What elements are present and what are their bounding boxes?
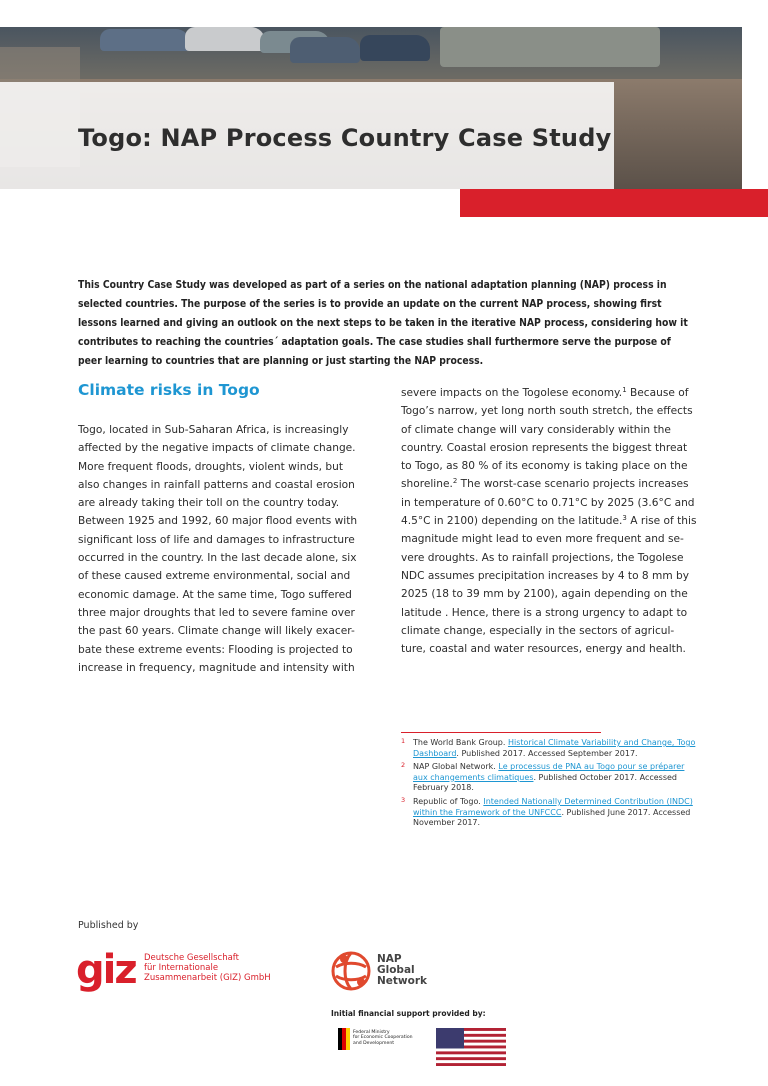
footnote-ref[interactable]: 1 xyxy=(622,386,627,394)
body-line: Togo’s narrow, yet long north south stretch, the effects xyxy=(401,405,693,418)
footnote-link[interactable]: Historical Climate Variability and Change, Togo Dashboard xyxy=(413,738,696,758)
body-line: shoreline.$^2$ The worst-case scenario projects increases xyxy=(401,477,689,491)
footnote: 2 NAP Global Network. Le processus de PNA au Togo pour se préparer aux changements climatiques. Published October 2017. Accessed February 2018. xyxy=(401,761,685,793)
footnote-divider xyxy=(401,732,601,733)
giz-logo: giz xyxy=(76,947,136,993)
body-line: severe impacts on the Togolese economy.$^1$ Because of xyxy=(401,386,689,399)
body-column-right xyxy=(401,384,697,658)
published-by-label: Published by xyxy=(78,920,139,931)
body-line: in temperature of 0.60°C to 0.71°C by 2025 (3.6°C and xyxy=(401,496,695,509)
body-line: three major droughts that led to severe famine over xyxy=(78,606,355,619)
body-line: NDC assumes precipitation increases by 4 to 8 mm by xyxy=(401,569,690,582)
section-heading: Climate risks in Togo xyxy=(78,381,260,399)
body-line: More frequent floods, droughts, violent winds, but xyxy=(78,460,343,473)
support-label: Initial financial support provided by: xyxy=(331,1009,486,1018)
accent-bar xyxy=(460,189,768,217)
intro-paragraph: This Country Case Study was developed as part of a series on the national adaptation planning (NAP) process in selected countries. The purpose of the series is to provide an update on the current NAP process, showing first lessons learned and giving an outlook on the next steps to be taken in the iterative NAP process, considering how it contributes to reaching the countries´ adaptation goals. The case studies shall furthermore serve the purpose of peer learning to countries that are planning or just starting the NAP process. xyxy=(78,279,688,367)
footnote-link[interactable]: Le processus de PNA au Togo pour se préparer aux changements climatiques xyxy=(413,762,685,782)
body-line: Togo, located in Sub-Saharan Africa, is increasingly xyxy=(78,424,349,436)
body-line: vere droughts. As to rainfall projections, the Togolese xyxy=(401,551,684,564)
body-line: country. Coastal erosion represents the biggest threat xyxy=(401,441,688,454)
body-line: significant loss of life and damages to infrastructure xyxy=(78,533,355,546)
us-flag-icon xyxy=(436,1028,506,1066)
body-line: latitude . Hence, there is a strong urgency to adapt to xyxy=(401,606,688,619)
nap-name: NAP Global Network xyxy=(377,953,428,987)
page-title: Togo: NAP Process Country Case Study xyxy=(78,124,612,152)
footnote-link[interactable]: Intended Nationally Determined Contribution (INDC) within the Framework of the UNFCCC xyxy=(413,796,693,817)
body-line: to Togo, as 80 % of its economy is taking place on the xyxy=(401,460,688,473)
nap-globe-icon xyxy=(330,950,372,992)
body-line: Between 1925 and 1992, 60 major flood events with xyxy=(78,515,358,528)
body-line: climate change, especially in the sectors of agricul- xyxy=(401,624,675,637)
body-line: magnitude might lead to even more frequent and se- xyxy=(401,533,684,546)
bmz-name: Federal Ministry for Economic Cooperation and Development xyxy=(353,1030,413,1046)
footnote: 1 The World Bank Group. Historical Climate Variability and Change, Togo Dashboard. Published 2017. Accessed September 2017. xyxy=(401,737,696,758)
body-line: are already taking their toll on the country today. xyxy=(78,497,340,510)
body-line: of climate change will vary considerably within the xyxy=(401,423,671,436)
body-line: ture, coastal and water resources, energy and health. xyxy=(401,643,686,656)
footnote-ref[interactable]: 2 xyxy=(452,477,458,486)
body-line: increase in frequency, magnitude and intensity with xyxy=(78,661,355,674)
footnote-ref[interactable]: 3 xyxy=(622,514,627,523)
body-line: bate these extreme events: Flooding is projected to xyxy=(78,643,353,656)
body-line: of these caused extreme environmental, social and xyxy=(78,570,351,583)
body-line: also changes in rainfall patterns and coastal erosion xyxy=(78,478,355,491)
body-line: 4.5°C in 2100) depending on the latitude.$^3$ A rise of this xyxy=(401,514,697,528)
body-line: the past 60 years. Climate change will likely exacer- xyxy=(78,625,355,638)
giz-name: Deutsche Gesellschaft für Internationale Zusammenarbeit (GIZ) GmbH xyxy=(144,953,271,984)
body-line: 2025 (18 to 39 mm by 2100), again depending on the xyxy=(401,588,688,601)
footnote: 3 Republic of Togo. Intended Nationally Determined Contribution (INDC) within the Framework of the UNFCCC. Published June 2017. Accessed November 2017. xyxy=(401,795,693,828)
footnotes xyxy=(401,738,701,832)
body-line: occurred in the country. In the last decade alone, six xyxy=(78,552,357,565)
body-line: economic damage. At the same time, Togo suffered xyxy=(78,588,352,601)
body-line: affected by the negative impacts of climate change. xyxy=(78,442,356,455)
body-column-left xyxy=(78,421,358,677)
